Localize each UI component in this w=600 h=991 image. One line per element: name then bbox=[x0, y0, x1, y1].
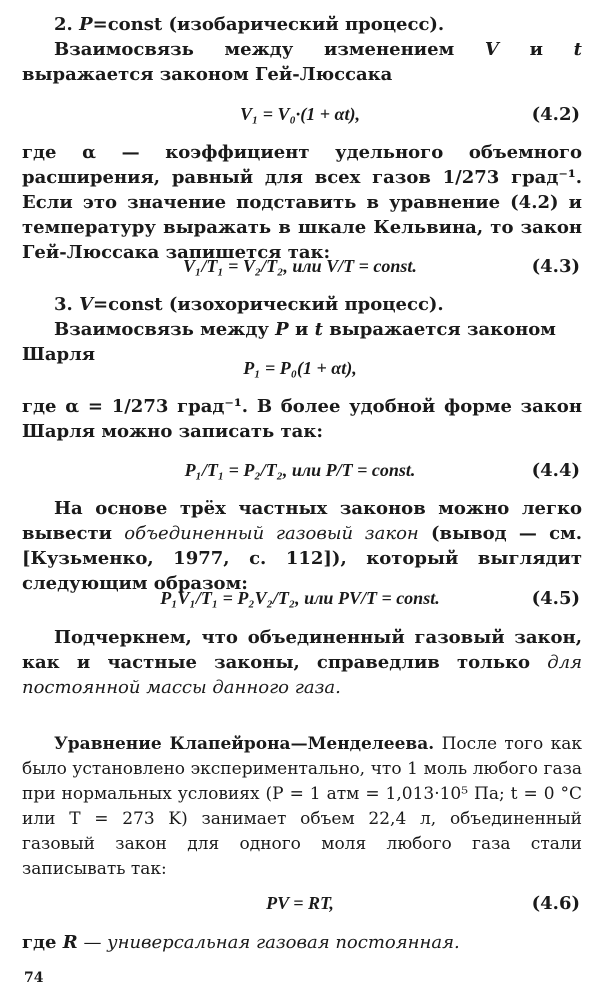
equation-4-3 bbox=[0, 254, 600, 279]
paragraph-clapeyron bbox=[22, 732, 582, 882]
variable-t: t bbox=[314, 319, 323, 340]
paragraph-final bbox=[22, 930, 582, 955]
page-number: 74 bbox=[24, 970, 44, 986]
section-heading: Уравнение Клапейрона—Менделеева. bbox=[54, 734, 435, 754]
equation-formula: V₁ = V₀·(1 + αt), bbox=[239, 104, 361, 124]
paragraph-alpha: где α — коэффициент удельного объемного расширения, равный для всех газов 1/273 град⁻¹. Если это значение подставить в уравнение (4.2) и температуру выражать в шкале Кельвина, то закон Гей-Люссака запишется так: bbox=[22, 142, 582, 263]
equation-number: (4.5) bbox=[531, 588, 580, 609]
text-span: (вывод — см. [Кузьменко, 1977, с. 112]), который выглядит следующим образом: bbox=[22, 523, 582, 594]
text-span: Взаимосвязь между изменением bbox=[54, 39, 485, 60]
item-isochoric bbox=[22, 292, 582, 317]
variable-p: P bbox=[79, 14, 93, 35]
text-span: и bbox=[498, 39, 574, 60]
equation-4-2 bbox=[0, 102, 600, 127]
item-number: 3. bbox=[54, 294, 80, 315]
italic-term: — универсальная газовая постоянная. bbox=[77, 932, 460, 953]
text-span: выражается законом Шарля bbox=[22, 319, 556, 365]
variable-r: R bbox=[62, 932, 78, 953]
text-span: и bbox=[288, 319, 315, 340]
text-span: Подчеркнем, что объединенный газовый закон, как и частные законы, справедлив только bbox=[22, 627, 582, 673]
paragraph-gay-lussac bbox=[22, 37, 582, 87]
text-span: где bbox=[22, 932, 63, 953]
equation-number: (4.4) bbox=[531, 460, 580, 481]
equation-formula: P₁V₁/T₁ = P₂V₂/T₂, или PV/T = const. bbox=[160, 588, 440, 608]
equation-formula: P₁ = P₀(1 + αt), bbox=[243, 358, 357, 378]
equation-formula: P₁/T₁ = P₂/T₂, или P/T = const. bbox=[184, 460, 416, 480]
paragraph-emphasis bbox=[22, 625, 582, 700]
text-span: На основе трёх частных законов можно легко вывести bbox=[22, 498, 582, 544]
variable-v: V bbox=[79, 294, 94, 315]
item-text: =const (изобарический процесс). bbox=[92, 14, 445, 35]
equation-number: (4.6) bbox=[531, 893, 580, 914]
equation-formula: V₁/T₁ = V₂/T₂, или V/T = const. bbox=[183, 256, 417, 276]
equation-number: (4.2) bbox=[531, 104, 580, 125]
text-span: Взаимосвязь между bbox=[54, 319, 276, 340]
variable-t: t bbox=[573, 39, 582, 60]
paragraph-alpha-2: где α = 1/273 град⁻¹. В более удобной форме закон Шарля можно записать так: bbox=[22, 396, 582, 442]
italic-term: объединенный газовый закон bbox=[124, 523, 419, 544]
item-number: 2. bbox=[54, 14, 80, 35]
item-text: =const (изохорический процесс). bbox=[93, 294, 444, 315]
equation-formula: PV = RT, bbox=[266, 893, 334, 913]
equation-4-5 bbox=[0, 586, 600, 611]
variable-p: P bbox=[275, 319, 289, 340]
text-span: После того как было установлено экспериментально, что 1 моль любого газа при нормальных условиях (P = 1 атм = 1,013·10⁵ Па; t = 0 °C или T = 273 K) занимает объем 22,4 л, объединенный газовый закон для одного моля любого газа стали записывать так: bbox=[22, 734, 582, 879]
italic-term: для постоянной массы данного газа. bbox=[22, 652, 582, 698]
equation-4-6 bbox=[0, 891, 600, 916]
paragraph-combined-law bbox=[22, 496, 582, 596]
text-span: выражается законом Гей-Люссака bbox=[22, 64, 393, 85]
equation-charles bbox=[0, 356, 600, 381]
item-isobaric bbox=[22, 12, 582, 37]
equation-4-4 bbox=[0, 458, 600, 483]
equation-number: (4.3) bbox=[531, 256, 580, 277]
variable-v: V bbox=[484, 39, 499, 60]
